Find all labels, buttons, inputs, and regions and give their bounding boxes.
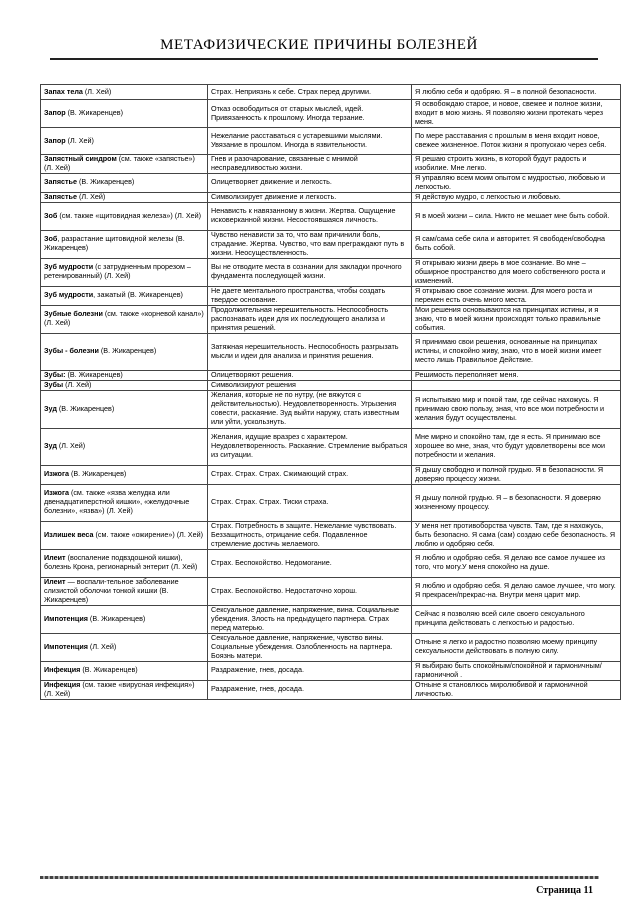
probable-cause-cell: Раздражение, гнев, досада. bbox=[208, 680, 412, 699]
disease-term: Изжога bbox=[44, 488, 69, 498]
affirmation-cell: Я выбираю быть спокойным/спокойной и гармоничным/гармоничной . bbox=[412, 661, 621, 680]
affirmation-cell: Мои решения основываются на принципах истины, и я знаю, что в моей жизни происходят только правильные события. bbox=[412, 305, 621, 333]
disease-name-cell bbox=[41, 85, 208, 100]
disease-source: (Л. Хей) bbox=[65, 135, 94, 145]
probable-cause-cell: Страх. Беспокойство. Недостаточно хорош. bbox=[208, 577, 412, 605]
disease-name-cell bbox=[41, 192, 208, 202]
table-row bbox=[41, 680, 621, 699]
affirmation-cell: Я люблю и одобряю себя. Я делаю самое лучшее, что могу. Я прекрасен/прекрас-на. Внутри меня царит мир. bbox=[412, 577, 621, 605]
affirmation-cell bbox=[412, 380, 621, 390]
affirmation-cell: Я открываю жизни дверь в мое сознание. Во мне – обширное пространство для моего собственного роста и изменений. bbox=[412, 258, 621, 286]
table-row bbox=[41, 305, 621, 333]
disease-source: (см. также «вирусная инфекция») (Л. Хей) bbox=[44, 680, 195, 698]
affirmation-cell: Мне мирно и спокойно там, где я есть. Я принимаю все хорошее во мне, зная, что будут удовлетворены все мои потребности и желания. bbox=[412, 428, 621, 465]
page-number: Страница 11 bbox=[536, 885, 593, 896]
probable-cause-cell: Олицетворяют решения. bbox=[208, 370, 412, 380]
disease-term: Илеит bbox=[44, 553, 66, 563]
probable-cause-cell: Сексуальное давление, напряжение, чувство вины. Социальные убеждения. Озлобленность на партнера. Боязнь матери. bbox=[208, 633, 412, 661]
affirmation-cell: Я люблю себя и одобряю. Я – в полной безопасности. bbox=[412, 85, 621, 100]
disease-term: Зубные болезни bbox=[44, 309, 103, 319]
affirmation-cell: Я управляю всем моим опытом с мудростью, любовью и легкостью. bbox=[412, 173, 621, 192]
table-row bbox=[41, 230, 621, 258]
disease-name-cell bbox=[41, 128, 208, 155]
disease-term: Излишек веса bbox=[44, 529, 94, 539]
disease-term: Изжога bbox=[44, 469, 69, 479]
disease-name-cell bbox=[41, 230, 208, 258]
disease-source: (В. Жикаренцев) bbox=[65, 370, 123, 379]
probable-cause-cell: Не даете ментального пространства, чтобы создать твердое основание. bbox=[208, 286, 412, 305]
affirmation-cell: Я в моей жизни – сила. Никто не мешает мне быть собой. bbox=[412, 202, 621, 230]
disease-name-cell bbox=[41, 333, 208, 370]
affirmation-cell: Я дышу свободно и полной грудью. Я в безопасности. Я доверяю процессу жизни. bbox=[412, 465, 621, 484]
affirmation-cell: Я освобождаю старое, и новое, свежее и полное жизни, входит в мою жизнь. Я позволяю жизни протекать через меня. bbox=[412, 100, 621, 128]
table-row bbox=[41, 128, 621, 155]
probable-cause-cell: Желания, которые не по нутру, (не вяжутся с действительностью). Неудовлетворенность. Угрызения совести, раскаяние. Зуд выйти наружу, стать известным или уйти, ускользнуть. bbox=[208, 390, 412, 428]
probable-cause-cell: Символизирует движение и легкость. bbox=[208, 192, 412, 202]
probable-cause-cell: Гнев и разочарование, связанные с мнимой несправедливостью жизни. bbox=[208, 155, 412, 174]
disease-term: Зоб bbox=[44, 234, 58, 244]
disease-term: Зоб bbox=[44, 210, 58, 220]
table-row bbox=[41, 85, 621, 100]
affirmation-cell: Я принимаю свои решения, основанные на принципах истины, и спокойно живу, знаю, что в моей жизни имеет место лишь Правильное Действие. bbox=[412, 333, 621, 370]
table-row bbox=[41, 661, 621, 680]
disease-source: (В. Жикаренцев) bbox=[76, 177, 135, 187]
disease-source: (см. также «ожирение») (Л. Хей) bbox=[93, 529, 204, 539]
affirmation-cell: Отныне я становлюсь миролюбивой и гармоничной личностью. bbox=[412, 680, 621, 699]
probable-cause-cell: Вы не отводите места в сознании для закладки прочного фундамента последующей жизни. bbox=[208, 258, 412, 286]
disease-term: Зуд bbox=[44, 403, 57, 413]
disease-source: , разрастание щитовидной железы (В. Жикаренцев) bbox=[44, 234, 185, 253]
disease-term: Запястный синдром bbox=[44, 154, 117, 163]
table-row bbox=[41, 380, 621, 390]
probable-cause-cell: Ненависть к навязанному в жизни. Жертва. Ощущение исковерканной жизни. Несостоявшаяся личность. bbox=[208, 202, 412, 230]
disease-source: (см. также «щитовидная железа») (Л. Хей) bbox=[57, 210, 202, 220]
disease-source: (см. также «язва желудка или двенадцатиперстной кишки», «желудочные болезни», «язва») (Л. Хей) bbox=[44, 488, 190, 516]
disease-name-cell bbox=[41, 155, 208, 174]
affirmation-cell: Я люблю и одобряю себя. Я делаю все самое лучшее из того, что могу.У меня спокойно на душе. bbox=[412, 549, 621, 577]
disease-name-cell bbox=[41, 577, 208, 605]
disease-source: (Л. Хей) bbox=[56, 441, 86, 451]
probable-cause-cell: Нежелание расставаться с устаревшими мыслями. Увязание в прошлом. Иногда в язвительности. bbox=[208, 128, 412, 155]
disease-source: (В. Жикаренцев) bbox=[80, 665, 138, 675]
probable-cause-cell: Страх. Потребность в защите. Нежелание чувствовать. Беззащитность, отрицание себя. Подавленное стремление достичь желаемого. bbox=[208, 521, 412, 549]
disease-name-cell bbox=[41, 258, 208, 286]
disease-term: Илеит bbox=[44, 577, 66, 586]
disease-term: Запор bbox=[44, 108, 66, 118]
diseases-table-body bbox=[41, 85, 621, 700]
disease-name-cell bbox=[41, 370, 208, 380]
probable-cause-cell: Желания, идущие вразрез с характером. Неудовлетворенность. Раскаяние. Стремление выбраться из ситуации. bbox=[208, 428, 412, 465]
table-row bbox=[41, 484, 621, 521]
disease-name-cell bbox=[41, 633, 208, 661]
disease-name-cell bbox=[41, 605, 208, 633]
disease-source: (В. Жикаренцев) bbox=[56, 403, 115, 413]
diseases-table bbox=[40, 84, 621, 700]
table-row bbox=[41, 155, 621, 174]
disease-term: Зуб мудрости bbox=[44, 290, 94, 300]
probable-cause-cell: Страх. Беспокойство. Недомогание. bbox=[208, 549, 412, 577]
disease-name-cell bbox=[41, 286, 208, 305]
disease-term: Запястье bbox=[44, 192, 77, 201]
disease-name-cell bbox=[41, 428, 208, 465]
disease-name-cell bbox=[41, 549, 208, 577]
table-row bbox=[41, 333, 621, 370]
disease-name-cell bbox=[41, 173, 208, 192]
diseases-table-container bbox=[40, 84, 616, 700]
table-row bbox=[41, 428, 621, 465]
table-row bbox=[41, 390, 621, 428]
disease-source: (Л. Хей) bbox=[63, 380, 92, 389]
affirmation-cell: Я открываю свое сознание жизни. Для моего роста и перемен есть очень много места. bbox=[412, 286, 621, 305]
table-row bbox=[41, 633, 621, 661]
table-row bbox=[41, 370, 621, 380]
disease-source: , зажатый (В. Жикаренцев) bbox=[93, 290, 183, 300]
disease-term: Запор bbox=[44, 135, 66, 145]
probable-cause-cell: Затяжная нерешительность. Неспособность разгрызать мысли и идеи для анализа и принятия решения. bbox=[208, 333, 412, 370]
affirmation-cell: Сейчас я позволяю всей силе своего сексуального принципа действовать с легкостью и радостью. bbox=[412, 605, 621, 633]
probable-cause-cell: Отказ освободиться от старых мыслей, идей. Привязанность к прошлому. Иногда терзание. bbox=[208, 100, 412, 128]
table-row bbox=[41, 202, 621, 230]
disease-term: Зубы - болезни bbox=[44, 346, 99, 356]
affirmation-cell: Я действую мудро, с легкостью и любовью. bbox=[412, 192, 621, 202]
affirmation-cell: Я испытываю мир и покой там, где сейчас нахожусь. Я принимаю свою пользу, зная, что все мои потребности и желания будут осуществлены. bbox=[412, 390, 621, 428]
page-title: МЕТАФИЗИЧЕСКИЕ ПРИЧИНЫ БОЛЕЗНЕЙ bbox=[160, 37, 478, 53]
disease-name-cell bbox=[41, 521, 208, 549]
affirmation-cell: Отныне я легко и радостно позволяю моему принципу сексуальности действовать в полную силу. bbox=[412, 633, 621, 661]
probable-cause-cell: Сексуальное давление, напряжение, вина. Социальные убеждения. Злость на предыдущего партнера. Страх перед матерью. bbox=[208, 605, 412, 633]
disease-source: (см. также «запястье») (Л. Хей) bbox=[44, 154, 195, 172]
disease-name-cell bbox=[41, 484, 208, 521]
disease-term: Зубы bbox=[44, 380, 64, 389]
disease-name-cell bbox=[41, 465, 208, 484]
table-row bbox=[41, 605, 621, 633]
probable-cause-cell: Олицетворяет движение и легкость. bbox=[208, 173, 412, 192]
disease-term: Импотенция bbox=[44, 613, 88, 623]
probable-cause-cell: Символизируют решения bbox=[208, 380, 412, 390]
disease-source: (В. Жикаренцев) bbox=[65, 108, 123, 118]
disease-term: Инфекция bbox=[44, 665, 81, 675]
table-row bbox=[41, 521, 621, 549]
disease-source: (с затрудненным прорезом – ретенированный) (Л. Хей) bbox=[44, 262, 191, 281]
disease-term: Импотенция bbox=[44, 641, 88, 651]
affirmation-cell: Я дышу полной грудью. Я – в безопасности. Я доверяю жизненному процессу. bbox=[412, 484, 621, 521]
disease-term: Запах тела bbox=[44, 86, 83, 96]
probable-cause-cell: Страх. Страх. Страх. Сжимающий страх. bbox=[208, 465, 412, 484]
table-row bbox=[41, 192, 621, 202]
affirmation-cell: Решимость переполняет меня. bbox=[412, 370, 621, 380]
disease-name-cell bbox=[41, 680, 208, 699]
disease-term: Запястье bbox=[44, 177, 77, 187]
disease-term: Зуб мудрости bbox=[44, 262, 94, 272]
disease-name-cell bbox=[41, 661, 208, 680]
header-rule bbox=[50, 58, 598, 60]
disease-source: (см. также «корневой канал») (Л. Хей) bbox=[44, 309, 204, 328]
table-row bbox=[41, 465, 621, 484]
table-row bbox=[41, 577, 621, 605]
table-row bbox=[41, 100, 621, 128]
disease-source: (Л. Хей) bbox=[76, 192, 106, 201]
disease-name-cell bbox=[41, 100, 208, 128]
affirmation-cell: У меня нет противоборства чувств. Там, где я нахожусь, быть безопасно. Я сама (сам) создаю себе безопасность. Я люблю и одобряю себя. bbox=[412, 521, 621, 549]
disease-name-cell bbox=[41, 390, 208, 428]
disease-source: (Л. Хей) bbox=[82, 86, 112, 96]
probable-cause-cell: Продолжительная нерешительность. Неспособность распознавать идеи для их последующего анализа и принятия решений. bbox=[208, 305, 412, 333]
disease-name-cell bbox=[41, 305, 208, 333]
disease-source: (В. Жикаренцев) bbox=[98, 346, 157, 356]
footer-rule bbox=[40, 876, 599, 879]
table-row bbox=[41, 173, 621, 192]
disease-source: — воспали-тельное заболевание слизистой оболочки тонкой кишки (В. Жикаренцев) bbox=[44, 577, 179, 604]
disease-name-cell bbox=[41, 380, 208, 390]
table-row bbox=[41, 549, 621, 577]
disease-name-cell bbox=[41, 202, 208, 230]
table-row bbox=[41, 286, 621, 305]
disease-term: Инфекция bbox=[44, 680, 81, 689]
probable-cause-cell: Страх. Неприязнь к себе. Страх перед другими. bbox=[208, 85, 412, 100]
probable-cause-cell: Страх. Страх. Страх. Тиски страха. bbox=[208, 484, 412, 521]
disease-source: (воспаление подвздошной кишки), болезнь Крона, регионарный энтерит (Л. Хей) bbox=[44, 553, 198, 572]
affirmation-cell: Я сам/сама себе сила и авторитет. Я свободен/свободна быть собой. bbox=[412, 230, 621, 258]
affirmation-cell: Я решаю строить жизнь, в которой будут радость и изобилие. Мне легко. bbox=[412, 155, 621, 174]
disease-source: (Л. Хей) bbox=[87, 641, 117, 651]
affirmation-cell: По мере расставания с прошлым в меня входит новое, свежее жизненное. Поток жизни я пропускаю через себя. bbox=[412, 128, 621, 155]
disease-term: Зубы: bbox=[44, 370, 66, 379]
probable-cause-cell: Чувство ненависти за то, что вам причинили боль, страдание. Жертва. Чувство, что вам преграждают путь в жизни. Неосуществленность. bbox=[208, 230, 412, 258]
table-row bbox=[41, 258, 621, 286]
disease-term: Зуд bbox=[44, 441, 57, 451]
disease-source: (В. Жикаренцев) bbox=[87, 613, 146, 623]
probable-cause-cell: Раздражение, гнев, досада. bbox=[208, 661, 412, 680]
disease-source: (В. Жикаренцев) bbox=[68, 469, 127, 479]
